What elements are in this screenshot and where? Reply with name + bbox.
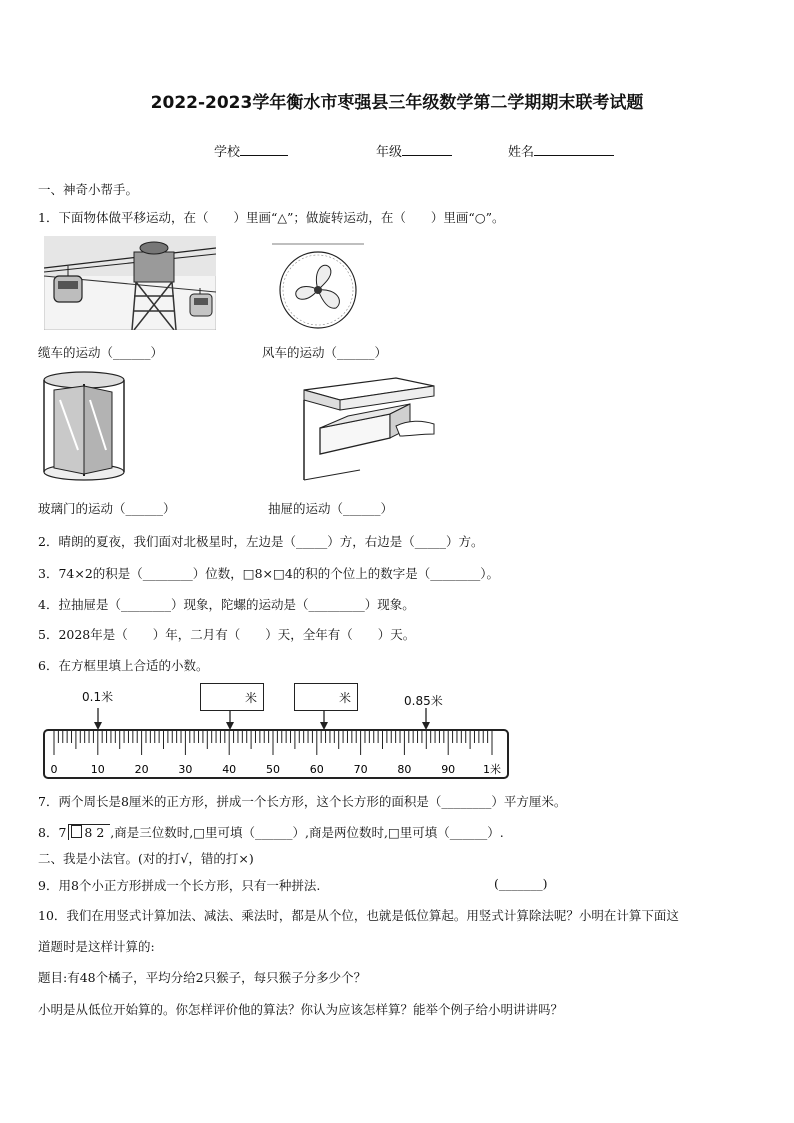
grade-field — [376, 141, 452, 160]
name-field — [508, 141, 614, 160]
ruler-tick-label: 1米 — [483, 763, 501, 776]
grade-label: 年级 — [376, 145, 403, 160]
division-box — [71, 825, 82, 838]
drawer-caption: 抽屉的运动（______） — [268, 501, 394, 516]
drawer-image — [300, 376, 438, 482]
ruler-label-left: 0.1米 — [82, 690, 114, 704]
question-5: 5．2028年是（ ）年，二月有（ ）天，全年有（ ）天。 — [38, 627, 416, 642]
door-caption: 玻璃门的运动（______） — [38, 501, 176, 516]
question-4: 4．拉抽屉是（________）现象，陀螺的运动是（_________）现象。 — [38, 597, 415, 612]
grade-blank — [402, 143, 452, 156]
ruler-arrows — [94, 708, 430, 730]
ruler-box-1-unit: 米 — [244, 691, 257, 705]
revolving-door-image — [40, 370, 128, 482]
name-label: 姓名 — [508, 145, 535, 160]
question-8 — [38, 823, 504, 841]
cable-car-caption: 缆车的运动（______） — [38, 345, 164, 360]
fan-image — [272, 240, 364, 332]
ruler — [40, 700, 520, 784]
question-10-line-2: 道题时是这样计算的: — [38, 939, 155, 954]
division-bracket — [68, 824, 110, 840]
question-10-line-4: 小明是从低位开始算的。你怎样评价他的算法？你认为应该怎样算？能举个例子给小明讲讲吗？ — [38, 1002, 564, 1017]
question-8-number: 8． — [38, 825, 59, 840]
ruler-tick-label: 70 — [353, 763, 368, 776]
ruler-tick-label: 10 — [90, 763, 105, 776]
ruler-tick-label: 0 — [50, 763, 58, 776]
ruler-tick-label: 40 — [222, 763, 237, 776]
ruler-tick-label: 50 — [266, 763, 280, 776]
ruler-tick-label: 90 — [441, 763, 456, 776]
ruler-label-right: 0.85米 — [404, 694, 443, 708]
school-field — [214, 141, 288, 160]
question-3: 3．74×2的积是（________）位数，□8×□4的积的个位上的数字是（________）。 — [38, 566, 500, 581]
section-2-heading: 二、我是小法官。(对的打√，错的打×) — [38, 851, 254, 866]
question-1: 1．下面物体做平移运动，在（ ）里画“△”；做旋转运动，在（ ）里画“○”。 — [38, 210, 505, 225]
school-blank — [240, 143, 288, 156]
fan-caption: 风车的运动（______） — [262, 345, 388, 360]
school-label: 学校 — [214, 145, 241, 160]
question-8-rest: ,商是三位数时,□里可填（______）,商是两位数时,□里可填（______）. — [110, 825, 504, 840]
page-title: 2022-2023学年衡水市枣强县三年级数学第二学期期末联考试题 — [150, 93, 644, 113]
section-1-heading: 一、神奇小帮手。 — [38, 182, 139, 197]
ruler-tick-label: 60 — [309, 763, 324, 776]
name-blank — [534, 143, 614, 156]
question-9: 9．用8个小正方形拼成一个长方形，只有一种拼法. — [38, 878, 321, 893]
ruler-tick-label: 30 — [178, 763, 193, 776]
question-10-line-1: 10．我们在用竖式计算加法、减法、乘法时，都是从个位，也就是低位算起。用竖式计算除法呢？小明在计算下面这 — [38, 908, 679, 923]
question-9-blank: (_______) — [494, 876, 548, 891]
ruler-box-2-unit: 米 — [338, 691, 351, 705]
cable-car-image — [44, 236, 216, 330]
division-divisor: 7 — [58, 825, 67, 840]
question-7: 7．两个周长是8厘米的正方形，拼成一个长方形，这个长方形的面积是（________）平方厘米。 — [38, 794, 567, 809]
ruler-tick-label: 20 — [134, 763, 149, 776]
division-dividend: 8 2 — [84, 825, 105, 840]
question-2: 2．晴朗的夏夜，我们面对北极星时，左边是（_____）方，右边是（_____）方。 — [38, 534, 484, 549]
question-10-line-3: 题目:有48个橘子，平均分给2只猴子，每只猴子分多少个？ — [38, 970, 367, 985]
ruler-tick-label: 80 — [397, 763, 412, 776]
question-6: 6．在方框里填上合适的小数。 — [38, 658, 209, 673]
